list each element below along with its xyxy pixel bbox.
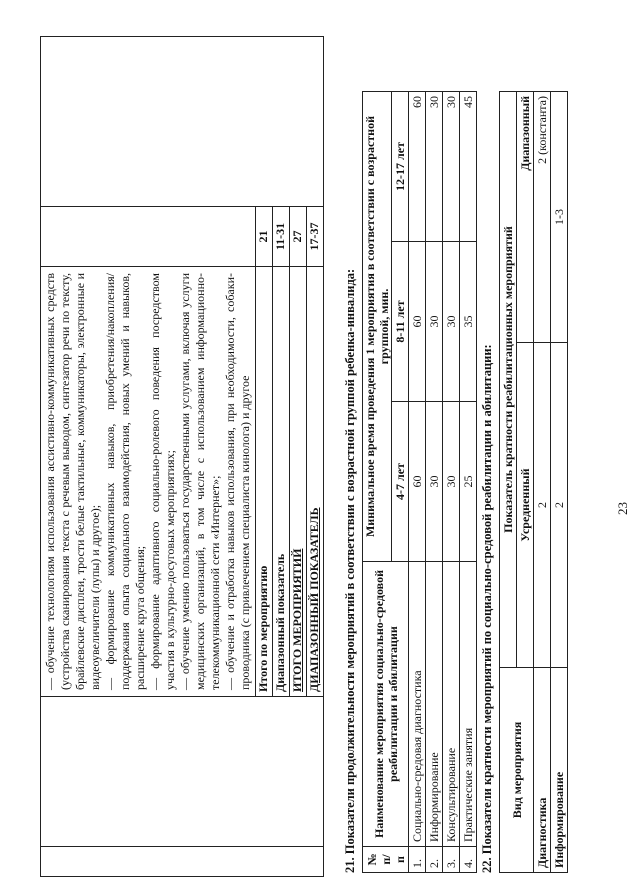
row-name: Диагностика [534,668,551,873]
table-row [426,92,443,873]
row-no: 4. [460,847,477,873]
row-value: 30 [426,242,443,402]
row-avg: 2 [551,343,568,668]
table-row [409,92,426,873]
table-row [551,92,568,873]
summary-value: 17-37 [307,207,324,267]
continuation-table [40,36,324,877]
col-header-age: 4-7 лет [392,402,409,562]
col-header-time: Минимальное время проведения 1 мероприятия в соответствии с возрастной группой, мин. [363,92,392,562]
row-name: Консультирование [443,562,460,847]
col-header-name: Наименование мероприятия социально-средовой реабилитации и абилитации [363,562,409,847]
row-no: 1. [409,847,426,873]
table-cell [41,207,256,267]
row-value: 45 [460,92,477,242]
row-no: 2. [426,847,443,873]
row-name: Социально-средовая диагностика [409,562,426,847]
list-item: — формирование адаптивного социально-ролевого поведения посредством участия в культурно-досуговых мероприятиях; [148,273,177,690]
list-item: — обучение умению пользоваться государственными услугами, включая услуги медицинских организаций, в том числе с использованием информационно-телекоммуникационной сети «Интернет»; [178,273,222,690]
duration-table [362,91,477,873]
table-cell [41,847,324,877]
row-name: Информирование [551,668,568,873]
col-header-avg: Усредненный [517,343,534,668]
row-name: Практические занятия [460,562,477,847]
row-value: 60 [409,242,426,402]
row-no: 3. [443,847,460,873]
summary-label: Итого по мероприятию [256,267,273,697]
frequency-table [499,91,568,873]
row-value: 60 [409,402,426,562]
table-row [363,92,392,873]
table-row [500,92,517,873]
table-row [534,92,551,873]
col-header-no: № п/п [363,847,409,873]
row-value: 35 [460,242,477,402]
col-header-age: 12-17 лет [392,92,409,242]
section-22-title: 22. Показатели кратности мероприятий по социально-средовой реабилитации и абилитации: [480,344,494,873]
row-value: 30 [426,92,443,242]
summary-label: Диапазонный показатель [273,267,290,697]
table-cell [41,697,324,847]
row-avg: 2 [534,343,551,668]
section-21-title: 21. Показатели продолжительности мероприятий в соответствии с возрастной группой ребенка-инвалида: [343,268,357,873]
table-cell-items [41,267,256,697]
page-number: 23 [615,502,630,515]
list-item: — обучение технологиям использования ассистивно-коммуникативных средств (устройства сканирования текста с речевым выводом, синтезатор речи по тексту, брайлевские дисплеи, трости белые тактильные, коммуникаторы, электронные и видеоувеличители (лупы) и другое); [43,273,102,690]
row-range: 2 (константа) [534,92,551,343]
row-value: 30 [443,402,460,562]
row-value: 30 [443,92,460,242]
row-value: 30 [426,402,443,562]
summary-value: 11-31 [273,207,290,267]
row-name: Информирование [426,562,443,847]
row-value: 30 [443,242,460,402]
table-row [443,92,460,873]
list-item: — обучение и отработка навыков использования, при необходимости, собаки-проводника (с привлечением специалиста кинолога) и другое [223,273,252,690]
col-header-age: 8-11 лет [392,242,409,402]
summary-value: 21 [256,207,273,267]
col-header-rate: Показатель кратности реабилитационных мероприятий [500,92,517,668]
table-row [41,37,256,877]
summary-value: 27 [290,207,307,267]
summary-label: ДИАПАЗОННЫЙ ПОКАЗАТЕЛЬ [307,267,324,697]
table-cell [41,37,324,207]
col-header-type: Вид мероприятия [500,668,534,873]
row-value: 60 [409,92,426,242]
row-range: 1-3 [551,92,568,343]
col-header-range: Диапазонный [517,92,534,343]
table-row [460,92,477,873]
row-value: 25 [460,402,477,562]
summary-label: ИТОГО МЕРОПРИЯТИЙ [290,267,307,697]
list-item: — формирование коммуникативных навыков, приобретения/накопления/поддержания опыта социального взаимодействия, новых умений и навыков, расширение круга общения; [103,273,147,690]
